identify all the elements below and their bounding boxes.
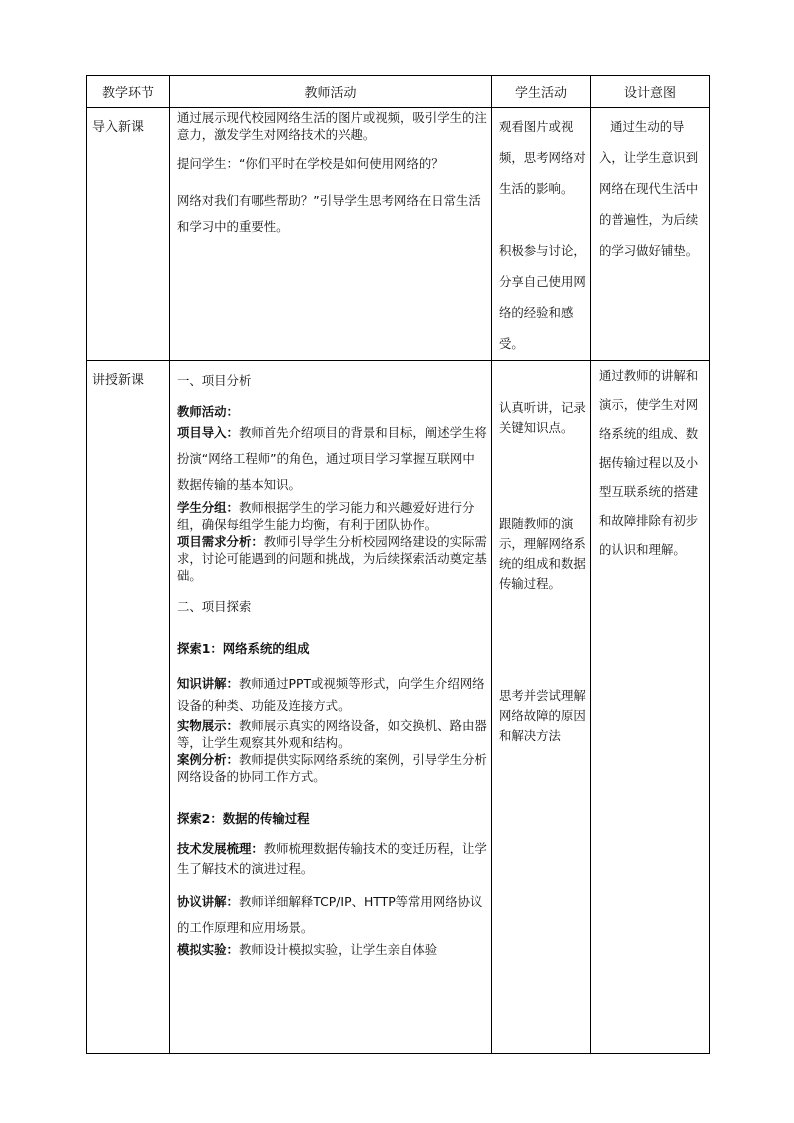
lesson-plan-table	[86, 75, 710, 1054]
paragraph: 观看图片或视频，思考网络对生活的影响。	[499, 119, 586, 196]
table-header-row	[87, 76, 710, 108]
paragraph: 思考并尝试理解网络故障的原因和解决方法	[499, 688, 586, 743]
paragraph: 教师通过PPT或视频等形式，向学生介绍网络设备的种类、功能及连接方式。	[177, 676, 485, 713]
bold-label: 实物展示：	[177, 718, 239, 733]
bold-label: 案例分析：	[177, 752, 239, 767]
cell-student-teach	[492, 361, 591, 1054]
header-stage: 教学环节	[87, 76, 170, 108]
bold-label: 模拟实验：	[177, 942, 239, 957]
cell-teacher-teach	[170, 361, 492, 1054]
paragraph: 通过教师的讲解和演示，使学生对网络系统的组成、数据传输过程以及小型互联系统的搭建和故障排除有初步的认识和理解。	[599, 368, 699, 557]
bold-label: 项目需求分析：	[177, 534, 264, 549]
cell-teacher-intro	[170, 108, 492, 361]
paragraph: 教师引导学生分析校园网络建设的实际需求，讨论可能遇到的问题和挑战，为后续探索活动奠定基础。	[177, 534, 487, 583]
paragraph: 跟随教师的演示，理解网络系统的组成和数据传输过程。	[499, 516, 586, 591]
paragraph: 教师首先介绍项目的背景和目标，阐述学生将扮演“网络工程师”的角色，通过项目学习掌握互联网中数据传输的基本知识。	[177, 425, 487, 492]
cell-intent-teach	[591, 361, 710, 1054]
paragraph: 认真听讲，记录关键知识点。	[499, 400, 586, 435]
bold-label: 项目导入：	[177, 425, 239, 440]
paragraph: 通过生动的导入，让学生意识到网络在现代生活中的普遍性，为后续的学习做好铺垫。	[599, 119, 699, 258]
paragraph: 教师详细解释TCP/IP、HTTP等常用网络协议的工作原理和应用场景。	[177, 894, 483, 935]
paragraph: 提问学生：“你们平时在学校是如何使用网络的？	[177, 156, 444, 171]
section-heading: 一、项目分析	[177, 373, 252, 388]
explore-heading: 探索2：数据的传输过程	[177, 811, 310, 826]
paragraph: 教师根据学生的学习能力和兴趣爱好进行分组，确保每组学生能力均衡，有利于团队协作。	[177, 500, 475, 532]
cell-stage-teach	[87, 361, 170, 1054]
bold-label: 知识讲解：	[177, 676, 239, 691]
stage-label: 讲授新课	[92, 373, 145, 388]
section-heading: 二、项目探索	[177, 599, 252, 614]
cell-intent-intro	[591, 108, 710, 361]
paragraph: 积极参与讨论，分享自己使用网络的经验和感受。	[499, 243, 586, 351]
cell-stage-intro	[87, 108, 170, 361]
header-student-activity: 学生活动	[492, 76, 591, 108]
paragraph: 通过展示现代校园网络生活的图片或视频，吸引学生的注意力，激发学生对网络技术的兴趣。	[177, 110, 487, 142]
stage-label: 导入新课	[92, 120, 145, 135]
paragraph: 教师展示真实的网络设备，如交换机、路由器等，让学生观察其外观和结构。	[177, 718, 487, 750]
paragraph: 教师梳理数据传输技术的变迁历程，让学生了解技术的演进过程。	[177, 841, 487, 876]
paragraph: 教师设计模拟实验，让学生亲自体验	[238, 942, 438, 957]
table-row-intro	[87, 108, 710, 361]
bold-label: 技术发展梳理：	[177, 841, 264, 856]
bold-label: 协议讲解：	[177, 894, 239, 909]
paragraph: 网络对我们有哪些帮助？”引导学生思考网络在日常生活和学习中的重要性。	[177, 193, 481, 234]
explore-heading: 探索1：网络系统的组成	[177, 641, 310, 656]
table-row-teach	[87, 361, 710, 1054]
paragraph: 教师提供实际网络系统的案例，引导学生分析网络设备的协同工作方式。	[177, 752, 487, 784]
header-design-intent: 设计意图	[591, 76, 710, 108]
header-teacher-activity: 教师活动	[170, 76, 492, 108]
bold-label: 教师活动：	[177, 404, 239, 419]
bold-label: 学生分组：	[177, 500, 239, 515]
cell-student-intro	[492, 108, 591, 361]
